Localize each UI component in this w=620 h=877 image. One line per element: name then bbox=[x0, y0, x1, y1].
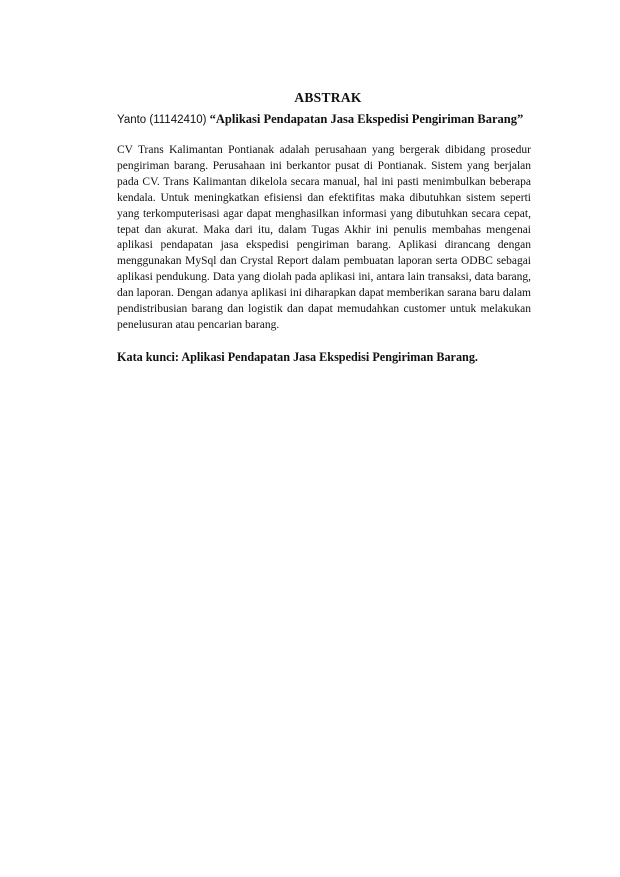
keywords: Kata kunci: Aplikasi Pendapatan Jasa Ekspedisi Pengiriman Barang. bbox=[117, 349, 478, 364]
thesis-title: “Aplikasi Pendapatan Jasa Ekspedisi Pengiriman Barang” bbox=[209, 112, 524, 126]
abstract-body: CV Trans Kalimantan Pontianak adalah perusahaan yang bergerak dibidang prosedur pengiriman barang. Perusahaan ini berkantor pusat di Pontianak. Sistem yang berjalan pada CV. Trans Kalimantan dikelola secara manual, hal ini pasti menimbulkan beberapa kendala. Untuk meningkatkan efisiensi dan efektifitas maka dibutuhkan sistem seperti yang terkomputerisasi agar dapat menghasilkan informasi yang dibutuhkan secara cepat, tepat dan akurat. Maka dari itu, dalam Tugas Akhir ini penulis membahas mengenai aplikasi pendapatan jasa ekspedisi pengiriman barang. Aplikasi dirancang dengan menggunakan MySql dan Crystal Report dalam pembuatan laporan serta ODBC sebagai aplikasi pendukung. Data yang diolah pada aplikasi ini, antara lain transaksi, data barang, dan laporan. Dengan adanya aplikasi ini diharapkan dapat memberikan sarana baru dalam pendistribusian barang dan logistik dan dapat memudahkan customer untuk melakukan penelusuran atau pencarian barang. bbox=[117, 144, 531, 331]
abstract-page bbox=[117, 90, 531, 365]
author-id: Yanto (11142410) bbox=[117, 114, 207, 126]
byline bbox=[117, 111, 531, 129]
abstract-heading: ABSTRAK bbox=[294, 90, 362, 105]
